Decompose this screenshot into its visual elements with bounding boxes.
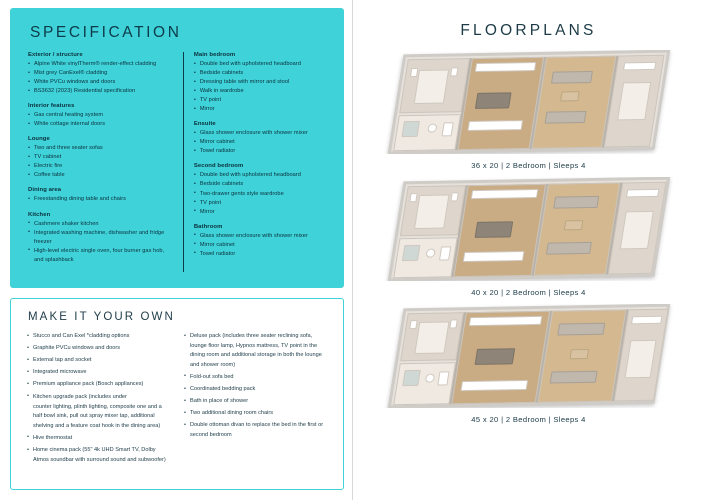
furniture-bedside-cabinet <box>450 67 458 76</box>
furniture-shower <box>402 370 421 386</box>
spec-item: • Mirror cabinet <box>194 138 328 147</box>
room-bedroom <box>400 312 464 361</box>
option-item: • Deluxe pack (includes three seater reclining sofa, lounge floor lamp, Hypnos mattress, TV point in the dining room and additional storage in both the lounge and shower room) <box>184 332 329 370</box>
spec-item: • High-level electric single oven, four burner gas hob, and splashback <box>28 247 173 265</box>
floorplan-block-2 <box>368 177 689 297</box>
spec-group-heading: Kitchen <box>28 211 51 218</box>
room-bedroom <box>399 58 470 113</box>
furniture-sofa <box>546 242 592 255</box>
furniture-wardrobe <box>631 316 662 325</box>
furniture-basin <box>427 124 437 133</box>
furniture-bedside-cabinet <box>449 319 457 328</box>
spec-item: • TV point <box>194 96 328 105</box>
furniture-bed <box>620 211 654 249</box>
spec-item: • Towel radiator <box>194 147 328 156</box>
furniture-sofa <box>551 71 593 84</box>
floorplan-block-1 <box>368 50 689 170</box>
room-kitchen-dining <box>453 184 546 277</box>
spec-item: • Integrated washing machine, dishwasher and fridge freezer <box>28 229 173 247</box>
floorplan-block-3 <box>368 304 689 424</box>
furniture-shower <box>402 245 421 261</box>
left-column <box>0 0 352 500</box>
floorplan-caption: 40 x 20 | 2 Bedroom | Sleeps 4 <box>471 288 586 297</box>
spec-group-bathroom <box>194 224 328 259</box>
furniture-bedside-cabinet <box>410 68 418 77</box>
furniture-toilet <box>442 122 454 136</box>
option-item: • Double ottoman divan to replace the bed in the first or second bedroom <box>184 421 329 440</box>
spec-item: • White PVCu windows and doors <box>28 78 173 87</box>
spec-item: • Walk in wardrobe <box>194 87 328 96</box>
option-item: • Home cinema pack (55" 4k UHD Smart TV, Dolby Atmos soundbar with surround sound and subwoofer) <box>27 446 172 465</box>
spec-item: • Bedside cabinets <box>194 69 328 78</box>
spec-item: • Glass shower enclosure with shower mixer <box>194 129 328 138</box>
spec-group-ensuite <box>194 121 328 156</box>
spec-group-list <box>194 60 328 114</box>
spec-item: • Double bed with upholstered headboard <box>194 171 328 180</box>
option-list <box>27 332 172 465</box>
furniture-worktop <box>467 120 523 131</box>
furniture-bed <box>617 82 651 120</box>
floorplan-floor <box>391 53 667 152</box>
furniture-wardrobe <box>623 62 656 71</box>
furniture-sofa <box>553 196 599 209</box>
furniture-toilet <box>437 371 449 385</box>
spec-item: • TV cabinet <box>28 153 173 162</box>
floorplan-3d-render <box>388 177 671 281</box>
furniture-sofa <box>550 371 598 384</box>
option-list <box>184 332 329 441</box>
spec-item: • Two-drawer gents style wardrobe <box>194 190 328 199</box>
make-it-your-own-right-column <box>184 332 329 468</box>
spec-item: • Freestanding dining table and chairs <box>28 195 173 204</box>
spec-group-list <box>194 171 328 216</box>
spec-group-list <box>194 129 328 156</box>
furniture-sofa <box>557 323 605 336</box>
spec-group-list <box>28 60 173 96</box>
furniture-dining-table <box>475 221 514 238</box>
floorplan-3d-render <box>388 50 671 154</box>
option-item: • Hive thermostat <box>27 434 172 444</box>
furniture-coffee-table <box>560 91 580 101</box>
spec-item: • Electric fire <box>28 162 173 171</box>
furniture-shower <box>401 121 420 137</box>
room-bathroom <box>393 237 458 278</box>
spec-group-list <box>28 195 173 204</box>
floorplans-title: FLOORPLANS <box>460 22 597 39</box>
spec-item: • Glass shower enclosure with shower mixer <box>194 232 328 241</box>
furniture-toilet <box>439 246 451 260</box>
option-item: • Stucco and Can Exel *cladding options <box>27 332 172 342</box>
spec-group-list <box>28 111 173 129</box>
furniture-kitchen-units <box>475 62 537 72</box>
make-it-your-own-title: MAKE IT YOUR OWN <box>28 311 175 323</box>
spec-item: • Mirror <box>194 208 328 217</box>
floorplan-image-2 <box>376 177 681 281</box>
spec-group-list <box>28 144 173 180</box>
specification-card <box>10 8 344 288</box>
spec-item: • Bedside cabinets <box>194 180 328 189</box>
furniture-coffee-table <box>564 220 584 230</box>
spec-group-lounge <box>28 136 173 180</box>
spec-item: • White cottage internal doors <box>28 120 173 129</box>
spec-group-heading: Interior features <box>28 103 75 110</box>
furniture-bed <box>414 69 449 104</box>
furniture-basin <box>425 249 435 258</box>
option-item: • Coordinated bedding pack <box>184 385 329 395</box>
furniture-wardrobe <box>626 189 659 198</box>
floorplan-image-1 <box>376 50 681 154</box>
spec-item: • Mirror cabinet <box>194 241 328 250</box>
option-item: • Premium appliance pack (Bosch appliances) <box>27 380 172 390</box>
spec-group-heading: Main bedroom <box>193 52 236 58</box>
furniture-coffee-table <box>569 349 589 359</box>
furniture-worktop <box>460 380 528 391</box>
room-ensuite <box>393 114 461 151</box>
furniture-bed <box>414 321 449 354</box>
spec-group-heading: Second bedroom <box>193 163 244 170</box>
option-item: • Bath in place of shower <box>184 397 329 407</box>
option-item: • Kitchen upgrade pack (includes under <box>27 393 172 403</box>
floorplan-floor <box>391 180 667 279</box>
option-item: • Fold-out sofa bed <box>184 373 329 383</box>
make-it-your-own-card <box>10 298 344 490</box>
floorplan-3d-render <box>388 304 671 408</box>
floorplan-caption: 36 x 20 | 2 Bedroom | Sleeps 4 <box>471 161 586 170</box>
spec-item: • Double bed with upholstered headboard <box>194 60 328 69</box>
option-item: • Integrated microwave <box>27 368 172 378</box>
spec-group-interior <box>28 103 173 129</box>
furniture-kitchen-units <box>471 189 539 199</box>
furniture-sofa <box>545 111 587 124</box>
specification-title: SPECIFICATION <box>30 24 182 41</box>
floorplan-image-3 <box>376 304 681 408</box>
spec-group-list <box>28 220 173 265</box>
spec-item: • Mist grey CanExel® cladding <box>28 69 173 78</box>
spec-item: • Mirror <box>194 105 328 114</box>
furniture-kitchen-units <box>469 316 543 326</box>
make-it-your-own-columns <box>27 332 329 468</box>
spec-item: • Dressing table with mirror and stool <box>194 78 328 87</box>
spec-group-heading: Exterior / structure <box>28 52 83 58</box>
spec-group-exterior <box>28 52 173 96</box>
furniture-bedside-cabinet <box>409 320 417 329</box>
floorplan-caption: 45 x 20 | 2 Bedroom | Sleeps 4 <box>471 415 586 424</box>
spec-group-kitchen <box>28 212 173 265</box>
specification-left-column <box>28 52 173 272</box>
spec-group-second-bedroom <box>194 163 328 216</box>
specification-right-column <box>183 52 328 272</box>
option-item-continuation: counter lighting, plinth lighting, composite one and a half bowl sink, pull out spray mixer tap, additional shelving and a feature coat hook in the dining area) <box>33 403 162 429</box>
spec-item: • Cashmere shaker kitchen <box>28 220 173 229</box>
spec-item: • Coffee table <box>28 171 173 180</box>
option-item: • Two additional dining room chairs <box>184 409 329 419</box>
option-item: • Graphite PVCu windows and doors <box>27 344 172 354</box>
room-kitchen-dining <box>451 311 550 404</box>
spec-item: • TV point <box>194 199 328 208</box>
spec-item: • Two and three seater sofas <box>28 144 173 153</box>
spec-group-heading: Bathroom <box>193 223 223 230</box>
furniture-bed <box>414 194 449 229</box>
spec-item: • Alpine White vinylTherm® render-effect cladding <box>28 60 173 69</box>
spec-group-main-bedroom <box>194 52 328 114</box>
specification-columns <box>28 52 328 272</box>
right-column <box>352 0 705 500</box>
spec-item: • BS3632 (2023) Residential specification <box>28 87 173 96</box>
spec-item: • Gas central heating system <box>28 111 173 120</box>
spec-group-list <box>194 232 328 259</box>
floorplan-floor <box>391 307 667 406</box>
option-item: • External tap and socket <box>27 356 172 366</box>
furniture-bedside-cabinet <box>450 192 458 201</box>
furniture-bed <box>624 340 656 378</box>
furniture-basin <box>425 374 435 383</box>
furniture-worktop <box>463 251 525 262</box>
spec-group-heading: Ensuite <box>193 121 216 128</box>
spec-item: • Towel radiator <box>194 250 328 259</box>
furniture-dining-table <box>475 92 512 109</box>
spec-group-dining <box>28 187 173 204</box>
spec-group-heading: Dining area <box>28 187 62 194</box>
furniture-dining-table <box>475 348 516 365</box>
furniture-bedside-cabinet <box>409 193 417 202</box>
room-bedroom <box>400 185 466 236</box>
make-it-your-own-left-column <box>27 332 172 468</box>
room-bathroom <box>393 362 456 405</box>
spec-group-heading: Lounge <box>28 136 50 143</box>
